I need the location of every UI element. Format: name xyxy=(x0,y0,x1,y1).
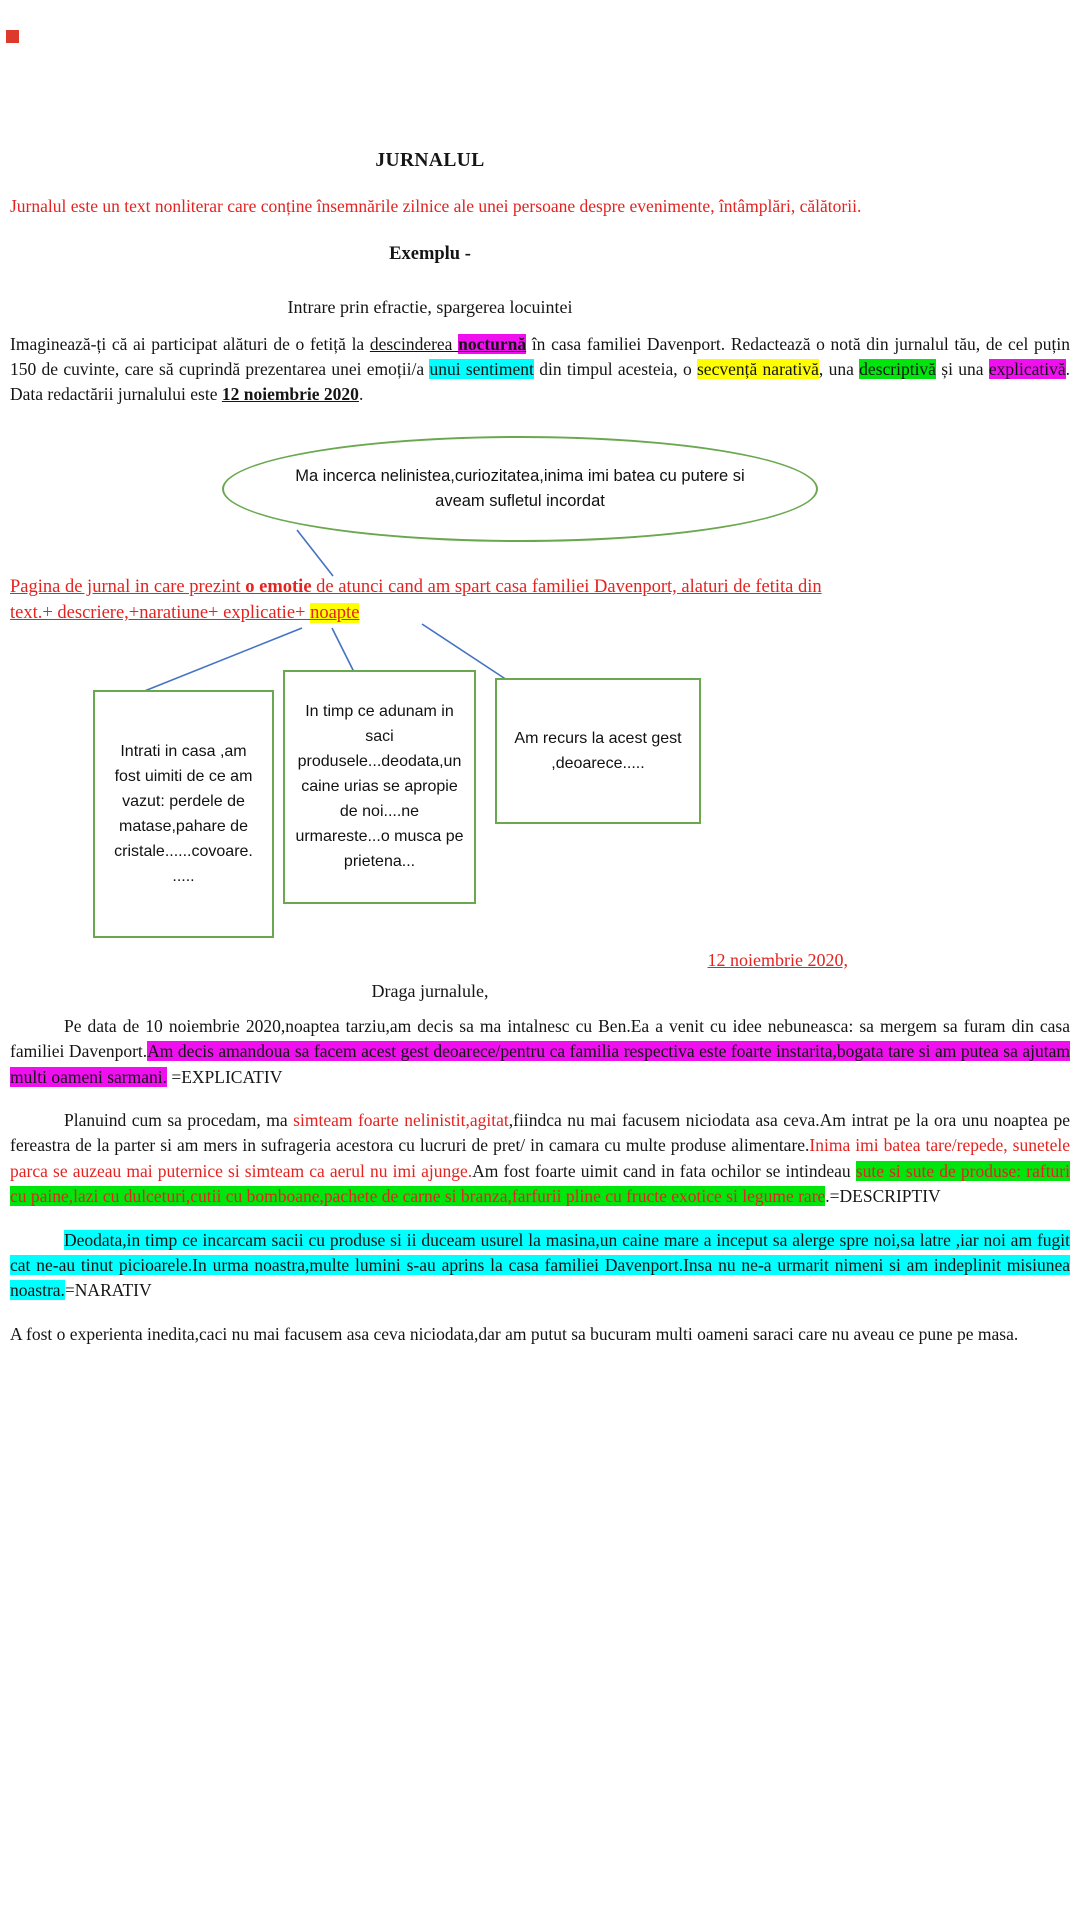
journal-date: 12 noiembrie 2020, xyxy=(707,949,848,970)
task-segment-highlight-cyan: unui sentiment xyxy=(429,358,534,379)
task-segment: . xyxy=(358,383,364,404)
journal-paragraph-explicativ xyxy=(10,1014,1070,1090)
note-box-explanation xyxy=(495,678,701,824)
journal-segment: =EXPLICATIV xyxy=(166,1066,283,1087)
journal-segment-red: Inima imi batea tare/repede, sunetele parca se auzeau mai puternice si simteam ca aerul nu imi ajunge. xyxy=(10,1135,1071,1181)
note-box-text: Intrati in casa ,am fost uimiti de ce am vazut: perdele de matase,pahare de cristale......covoare. ..... xyxy=(114,742,253,885)
task-segment: Imaginează-ți că ai participat alături de o fetiță la xyxy=(10,333,370,354)
ellipse-text: Ma incerca nelinistea,curiozitatea,inima imi batea cu putere si aveam sufletul incordat xyxy=(295,466,745,510)
journal-segment: =NARATIV xyxy=(64,1280,152,1301)
note-box-narration xyxy=(283,670,476,904)
journal-segment: ,fiindca nu mai facusem niciodata asa ceva.Am intrat pe la ora unu noaptea pe fereastra de la parter si am mers in sufrageria acestora cu lucruri de pret/ in camara cu multe produse alimentare. xyxy=(10,1110,1070,1156)
heading-segment-highlight-yellow: noapte xyxy=(310,603,360,624)
journal-segment-highlight-magenta: Am decis amandoua sa facem acest gest deoarece/pentru ca familia respectiva este foarte instarita,bogata tare si am putea sa ajutam multi oameni sarmani. xyxy=(10,1041,1070,1087)
journal-paragraph-narativ xyxy=(10,1228,1070,1304)
journal-segment-highlight-green: sute si sute de produse: rafturi cu paine,lazi cu dulceturi,cutii cu bomboane,pachete de carne si branza,farfurii pline cu fructe exotice si legume rare xyxy=(10,1160,1070,1207)
journal-salutation: Draga jurnalule, xyxy=(371,980,489,1001)
note-box-text: In timp ce adunam in saci produsele...deodata,un caine urias se apropie de noi....ne urmareste...o musca pe prietena... xyxy=(295,703,464,871)
scan-artifact-red-mark xyxy=(6,30,19,43)
task-paragraph xyxy=(10,332,1070,407)
closing-paragraph: A fost o experienta inedita,caci nu mai facusem asa ceva niciodata,dar am putut sa bucuram multi oameni saraci care nu aveau ce pune pe masa. xyxy=(10,1323,1019,1344)
journal-segment: Am fost foarte uimit cand in fata ochilor se intindeau xyxy=(472,1160,856,1181)
example-label: Exemplu - xyxy=(389,243,471,264)
task-segment: din timpul acesteia, o xyxy=(533,358,697,379)
mind-map-diagram xyxy=(10,424,1070,940)
journal-segment-red: simteam foarte nelinistit,agitat xyxy=(293,1110,509,1131)
task-segment-highlight-magenta: explicativă xyxy=(988,358,1066,379)
journal-segment: Pe data de 10 noiembrie 2020,noaptea tarziu,am decis sa ma intalnesc cu Ben.Ea a venit cu idee nebuneasca: sa mergem sa furam din casa familiei Davenport. xyxy=(10,1015,1070,1062)
task-segment-highlight-magenta: nocturnă xyxy=(458,333,527,354)
note-box-text: Am recurs la acest gest ,deoarece..... xyxy=(514,729,682,772)
mind-map-ellipse xyxy=(222,436,818,542)
page-title: JURNALUL xyxy=(375,150,485,171)
heading-segment: Pagina de jurnal in care prezint xyxy=(10,576,246,597)
task-segment: , una xyxy=(818,358,860,379)
task-segment-highlight-yellow: secvență narativă xyxy=(697,358,819,379)
heading-segment-bold: o emotie xyxy=(245,576,312,597)
intro-paragraph: Jurnalul este un text nonliterar care conține însemnările zilnice ale unei persoane despre evenimente, întâmplări, călătorii. xyxy=(10,196,862,216)
task-segment: . Data redactării jurnalului este xyxy=(10,358,1070,404)
task-segment-highlight-green: descriptivă xyxy=(859,358,936,379)
task-segment-date: 12 noiembrie 2020 xyxy=(221,383,359,404)
note-box-description xyxy=(93,690,274,938)
journal-segment: Planuind cum sa procedam, ma xyxy=(64,1110,294,1131)
task-segment: și una xyxy=(935,358,989,379)
heading-segment: de atunci cand am spart casa familiei Davenport, alaturi de fetita din text.+ descriere,+naratiune+ explicatie+ xyxy=(10,576,822,624)
journal-segment-highlight-cyan: Deodata,in timp ce incarcam sacii cu produse si ii duceam usurel la masina,un caine mare a inceput sa alerge spre noi,sa latre ,iar noi am fugit cat ne-au tinut picioarele.In urma noastra,multe lumini s-au aprins la casa familiei Davenport.Insa nu ne-a urmarit nimeni si am indeplinit misiunea noastra. xyxy=(10,1229,1070,1301)
task-segment: descinderea xyxy=(369,333,459,354)
journal-plan-heading xyxy=(10,574,862,627)
subtitle: Intrare prin efractie, spargerea locuintei xyxy=(287,296,573,317)
task-segment: în casa familiei Davenport. Redactează o notă din jurnalul tău, de cel puțin 150 de cuvinte, care să cuprindă prezentarea unei emoții/a xyxy=(10,333,1071,379)
journal-segment: .=DESCRIPTIV xyxy=(825,1186,941,1207)
journal-paragraph-descriptiv xyxy=(10,1108,1070,1210)
